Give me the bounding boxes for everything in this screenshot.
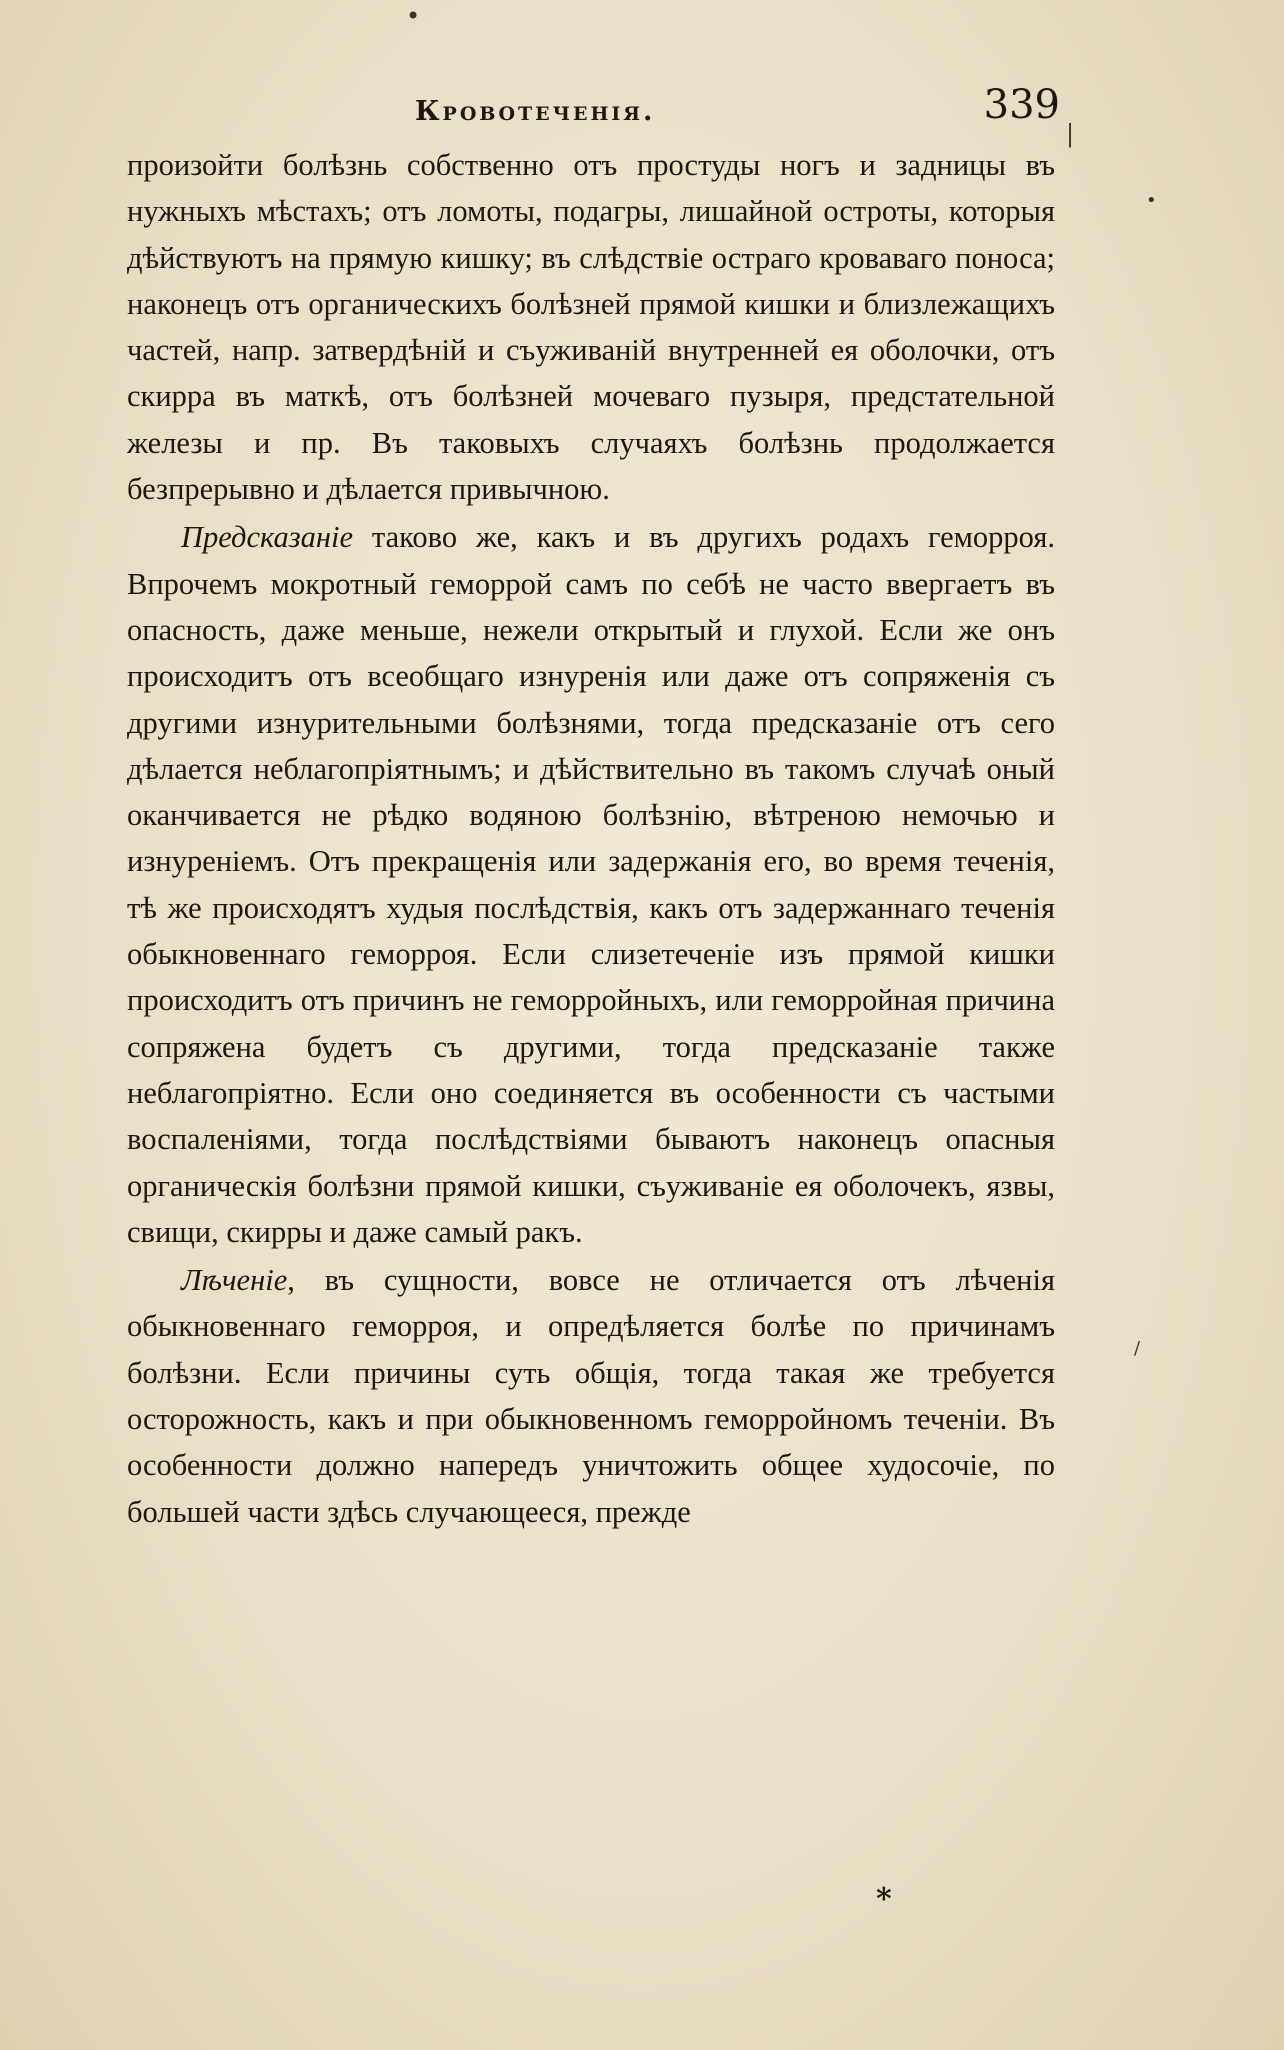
scan-speck: • [406,2,421,30]
paragraph-text: таково же, какъ и въ другихъ родахъ геморроя. Впрочемъ мокротный геморрой самъ по себѣ не часто ввергаетъ въ опасность, даже меньше, нежели открытый и глухой. Если же онъ происходитъ отъ всеобщаго изнуренія или даже отъ сопряженія съ другими изнурительными болѣзнями, тогда предсказаніе отъ сего дѣлается неблагопріятнымъ; и дѣйствительно въ такомъ случаѣ оный оканчивается не рѣдко водяною болѣзнію, вѣтреною немочью и изнуреніемъ. Отъ прекращенія или задержанія его, во время теченія, тѣ же происходятъ худыя послѣдствія, какъ отъ задержаннаго теченія обыкновеннаго геморроя. Если слизетеченіе изъ прямой кишки происходитъ отъ причинъ не геморройныхъ, или геморройная причина сопряжена будетъ съ другими, тогда предсказаніе также неблагопріятно. Если оно соединяется въ особенности съ частыми воспаленіями, тогда послѣдствіями бываютъ наконецъ опасныя органическія болѣзни прямой кишки, съуживаніе ея оболочекъ, язвы, свищи, скирры и даже самый ракъ. [127,520,1055,1249]
running-title: Кровотеченія. [415,96,656,127]
paragraph-continuation [127,142,1055,512]
paragraph-text: произойти болѣзнь собственно отъ простуды ногъ и задницы въ нужныхъ мѣстахъ; отъ ломоты, подагры, лишайной остроты, которыя дѣйствуютъ на прямую кишку; въ слѣдствіе остраго кроваваго поноса; наконецъ отъ органическихъ болѣзней прямой кишки и близлежащихъ частей, напр. затвердѣній и съуживаній внутренней ея оболочки, отъ скирра въ маткѣ, отъ болѣзней мочеваго пузыря, предстательной железы и пр. Въ таковыхъ случаяхъ болѣзнь продолжается безпрерывно и дѣлается привычною. [127,148,1055,507]
paragraph-lead-term: Предсказаніе [181,520,354,555]
paragraph-lead-term: Лѣченіе [181,1263,288,1298]
body-text [127,142,1055,1535]
signature-mark: * [876,1882,892,1917]
scan-speck: | [1066,120,1075,148]
paragraph-text: , въ сущности, вовсе не отличается отъ лѣченія обыкновеннаго геморроя, и опредѣляется болѣе по причинамъ болѣзни. Если причины суть общія, тогда такая же требуется осторожность, какъ и при обыкновенномъ геморройномъ теченіи. Въ особенности должно напередъ уничтожить общее худосочіе, по большей части здѣсь случающееся, прежде [127,1263,1055,1529]
page-header [130,82,1060,142]
page-number: 339 [983,82,1060,128]
scan-speck: / [1134,1338,1141,1359]
paragraph-treatment [127,1257,1055,1535]
scan-speck: • [1146,190,1157,211]
paragraph-prognosis [127,514,1055,1255]
